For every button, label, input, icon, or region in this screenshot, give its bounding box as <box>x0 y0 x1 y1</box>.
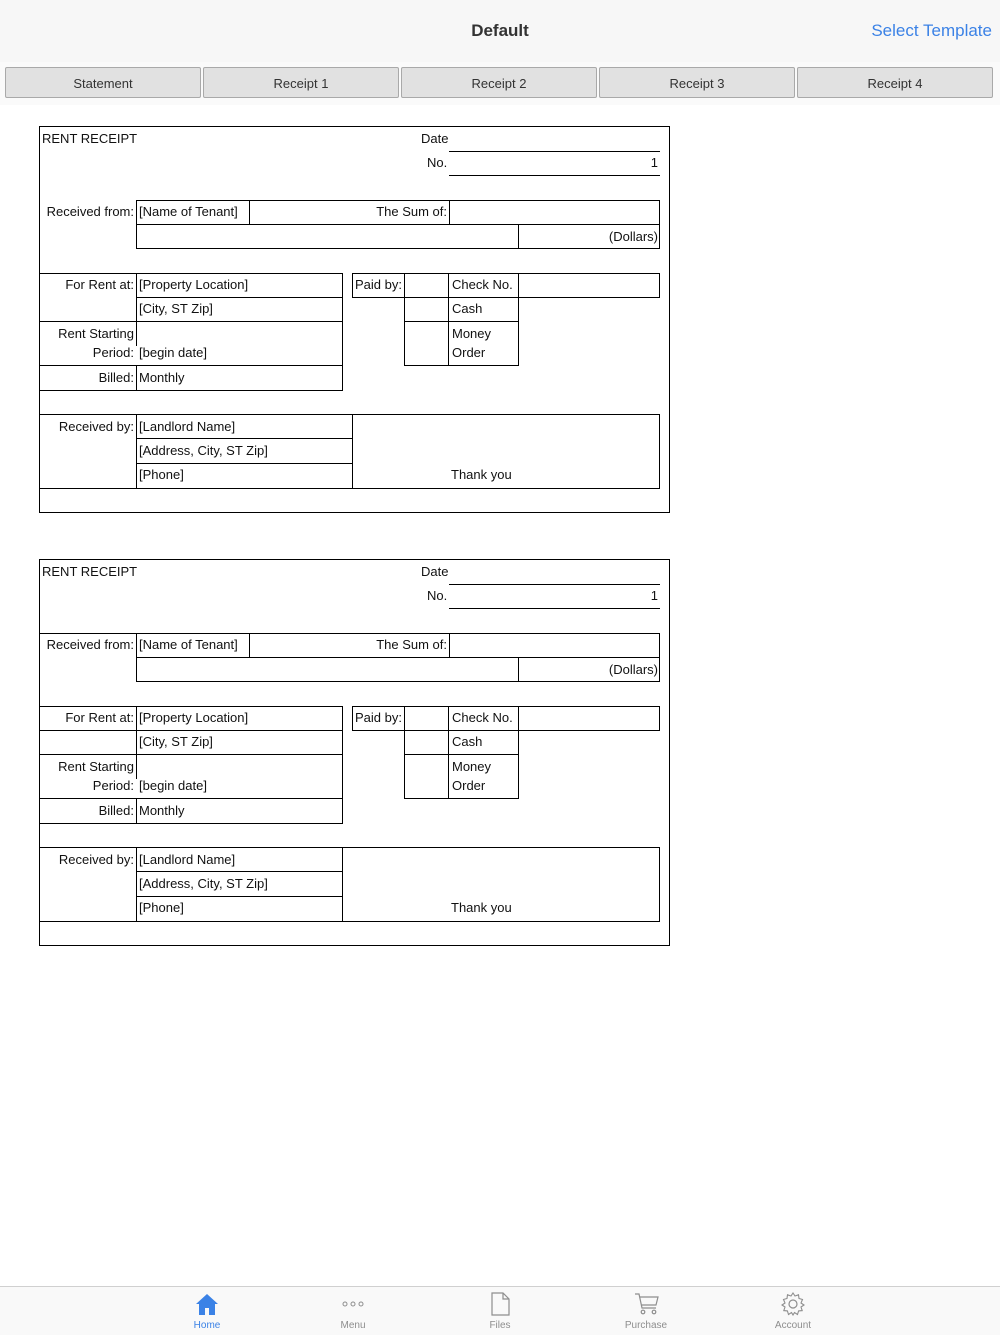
tab-menu-label: Menu <box>340 1320 366 1331</box>
rule <box>40 706 343 707</box>
sum-label: The Sum of: <box>376 204 447 219</box>
cart-icon <box>634 1292 660 1316</box>
select-template-button[interactable]: Select Template <box>871 21 992 40</box>
tab-receipt-4[interactable]: Receipt 4 <box>797 67 993 98</box>
dollars-label: (Dollars) <box>608 662 658 677</box>
landlord-name[interactable]: [Landlord Name] <box>139 852 236 867</box>
tenant-name: [Name of Tenant] <box>139 637 238 652</box>
tab-purchase-label: Purchase <box>624 1320 668 1331</box>
rule <box>136 365 137 390</box>
paid-by-label: Paid by: <box>355 277 402 292</box>
rule <box>40 921 660 922</box>
money-order-checkbox[interactable] <box>404 321 449 366</box>
tenant-name: [Name of Tenant] <box>139 204 238 219</box>
dollars-label: (Dollars) <box>608 229 658 244</box>
for-rent-label: For Rent at: <box>65 277 134 292</box>
money-order-checkbox[interactable] <box>404 754 449 799</box>
rule <box>136 847 137 921</box>
navigation-bar <box>0 0 1000 63</box>
tab-receipt-1[interactable]: Receipt 1 <box>203 67 399 98</box>
sum-words-field[interactable] <box>136 657 519 682</box>
rent-receipt <box>39 559 670 946</box>
rent-starting-label: Rent Starting <box>58 326 134 341</box>
order-label: Order <box>452 345 486 360</box>
rule <box>342 847 343 921</box>
property-location[interactable]: [Property Location] <box>139 710 249 725</box>
rent-receipt <box>39 126 670 513</box>
rule <box>40 847 660 848</box>
paid-by-label: Paid by: <box>355 710 402 725</box>
date-label: Date <box>421 131 449 146</box>
rule <box>342 273 343 390</box>
date-line <box>449 584 660 585</box>
money-label: Money <box>452 326 492 341</box>
number-line <box>449 175 660 176</box>
landlord-phone[interactable]: [Phone] <box>139 467 184 482</box>
rule <box>40 633 136 634</box>
landlord-name[interactable]: [Landlord Name] <box>139 419 236 434</box>
file-icon <box>488 1292 512 1316</box>
tab-receipt-2[interactable]: Receipt 2 <box>401 67 597 98</box>
check-checkbox[interactable] <box>404 273 449 298</box>
rule <box>40 730 343 731</box>
check-no-label: Check No. <box>452 710 513 725</box>
thank-you-text: Thank you <box>451 900 512 915</box>
rule <box>40 390 343 391</box>
page-title: Default <box>471 21 529 40</box>
rule <box>40 365 343 366</box>
number-label: No. <box>427 588 448 603</box>
rule <box>136 706 137 779</box>
tab-home-label: Home <box>193 1320 221 1331</box>
billed-value[interactable]: Monthly <box>139 803 185 818</box>
rule <box>136 297 343 298</box>
rule <box>40 273 343 274</box>
check-no-label: Check No. <box>452 277 513 292</box>
tab-files-label: Files <box>489 1320 511 1331</box>
period-label: Period: <box>92 345 134 360</box>
check-number-field[interactable] <box>518 706 660 731</box>
rule <box>342 706 343 823</box>
more-dots-icon <box>341 1292 365 1316</box>
rule <box>352 414 353 488</box>
tab-receipt-3[interactable]: Receipt 3 <box>599 67 795 98</box>
template-tab-bar <box>0 62 1000 106</box>
sum-words-field[interactable] <box>136 224 519 249</box>
receipt-title: RENT RECEIPT <box>42 131 138 146</box>
landlord-phone[interactable]: [Phone] <box>139 900 184 915</box>
rule <box>136 414 137 488</box>
begin-date[interactable]: [begin date] <box>139 778 207 793</box>
tab-account[interactable] <box>743 1287 843 1335</box>
sum-label: The Sum of: <box>376 637 447 652</box>
document-view[interactable] <box>0 105 1000 1286</box>
rule <box>136 463 353 464</box>
number-label: No. <box>427 155 448 170</box>
rule <box>40 754 343 755</box>
rule <box>136 273 137 346</box>
number-line <box>449 608 660 609</box>
rule <box>136 896 343 897</box>
rule <box>40 414 660 415</box>
received-by-label: Received by: <box>58 419 134 434</box>
tab-home[interactable] <box>157 1287 257 1335</box>
billed-value[interactable]: Monthly <box>139 370 185 385</box>
landlord-address[interactable]: [Address, City, ST Zip] <box>139 443 268 458</box>
property-city[interactable]: [City, ST Zip] <box>139 301 213 316</box>
tab-files[interactable] <box>450 1287 550 1335</box>
check-checkbox[interactable] <box>404 706 449 731</box>
received-by-label: Received by: <box>58 852 134 867</box>
tab-purchase[interactable] <box>596 1287 696 1335</box>
property-city[interactable]: [City, ST Zip] <box>139 734 213 749</box>
receipt-title: RENT RECEIPT <box>42 564 138 579</box>
date-line <box>449 151 660 152</box>
date-label: Date <box>421 564 449 579</box>
sum-amount-field[interactable] <box>449 200 660 225</box>
rule <box>40 488 660 489</box>
for-rent-label: For Rent at: <box>65 710 134 725</box>
received-from-label: Received from: <box>46 637 134 652</box>
check-number-field[interactable] <box>518 273 660 298</box>
received-from-label: Received from: <box>46 204 134 219</box>
tab-statement[interactable]: Statement <box>5 67 201 98</box>
property-location[interactable]: [Property Location] <box>139 277 249 292</box>
sum-amount-field[interactable] <box>449 633 660 658</box>
rule <box>136 798 137 823</box>
money-label: Money <box>452 759 492 774</box>
rule <box>40 798 343 799</box>
gear-icon <box>781 1292 805 1316</box>
rent-starting-label: Rent Starting <box>58 759 134 774</box>
billed-label: Billed: <box>98 803 134 818</box>
order-label: Order <box>452 778 486 793</box>
begin-date[interactable]: [begin date] <box>139 345 207 360</box>
receipt-number[interactable]: 1 <box>650 588 658 603</box>
cash-checkbox[interactable] <box>404 730 449 755</box>
billed-label: Billed: <box>98 370 134 385</box>
landlord-address[interactable]: [Address, City, ST Zip] <box>139 876 268 891</box>
rule <box>659 414 660 488</box>
bottom-tab-bar <box>0 1286 1000 1335</box>
receipt-number[interactable]: 1 <box>650 155 658 170</box>
rule <box>659 847 660 921</box>
cash-label: Cash <box>452 734 483 749</box>
thank-you-text: Thank you <box>451 467 512 482</box>
home-icon <box>195 1292 219 1316</box>
cash-checkbox[interactable] <box>404 297 449 322</box>
tab-account-label: Account <box>774 1320 812 1331</box>
rule <box>136 438 353 439</box>
rule <box>136 871 343 872</box>
rule <box>40 823 343 824</box>
cash-label: Cash <box>452 301 483 316</box>
tab-menu[interactable] <box>303 1287 403 1335</box>
rule <box>40 321 343 322</box>
period-label: Period: <box>92 778 134 793</box>
